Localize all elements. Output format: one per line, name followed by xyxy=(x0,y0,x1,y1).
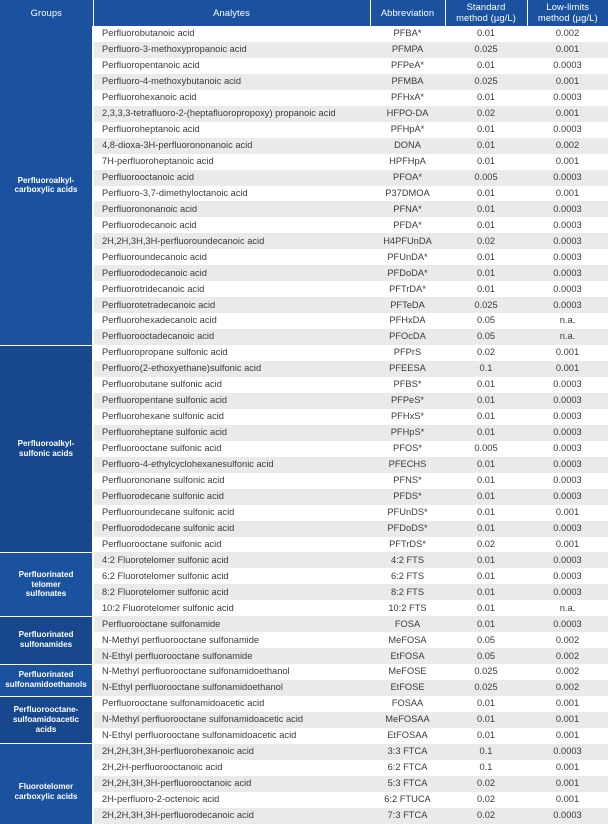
low-limits-method-value-cell: 0.0003 xyxy=(527,393,608,409)
standard-method-value-cell: 0.01 xyxy=(445,616,527,632)
column-header-abbreviation: Abbreviation xyxy=(370,0,445,26)
low-limits-method-value-cell: 0.001 xyxy=(527,106,608,122)
standard-method-value-cell: 0.01 xyxy=(445,568,527,584)
abbreviation-cell: EtFOSE xyxy=(370,680,445,696)
low-limits-method-value-cell: 0.002 xyxy=(527,648,608,664)
analyte-name-cell: Perfluoropropane sulfonic acid xyxy=(93,345,370,361)
standard-method-value-cell: 0.02 xyxy=(445,106,527,122)
analyte-name-cell: 2H,2H,3H,3H-perfluoroundecanoic acid xyxy=(93,233,370,249)
analyte-name-cell: Perfluoro-4-methoxybutanoic acid xyxy=(93,74,370,90)
low-limits-method-value-cell: 0.001 xyxy=(527,760,608,776)
column-header-low-limits-method xyxy=(527,0,608,26)
analyte-name-cell: 6:2 Fluorotelomer sulfonic acid xyxy=(93,568,370,584)
standard-method-value-cell: 0.01 xyxy=(445,281,527,297)
analyte-name-cell: 2H,2H-perfluorooctanoic acid xyxy=(93,760,370,776)
abbreviation-cell: DONA xyxy=(370,138,445,154)
low-limits-method-value-cell: 0.001 xyxy=(527,154,608,170)
low-limits-method-value-cell: 0.0003 xyxy=(527,744,608,760)
low-limits-method-value-cell: 0.0003 xyxy=(527,616,608,632)
analyte-name-cell: Perfluorononanoic acid xyxy=(93,201,370,217)
abbreviation-cell: PFOS* xyxy=(370,441,445,457)
low-limits-method-value-cell: 0.0003 xyxy=(527,281,608,297)
standard-method-value-cell: 0.02 xyxy=(445,537,527,553)
abbreviation-cell: PFMBA xyxy=(370,74,445,90)
low-limits-method-value-cell: 0.0003 xyxy=(527,409,608,425)
table-row xyxy=(0,26,608,42)
analyte-name-cell: Perfluorooctanoic acid xyxy=(93,170,370,186)
standard-method-line2: method (µg/L) xyxy=(456,12,516,23)
low-limits-method-value-cell: 0.0003 xyxy=(527,377,608,393)
group-label-line: Fluorotelomer xyxy=(18,782,74,792)
standard-method-value-cell: 0.005 xyxy=(445,170,527,186)
column-header-standard-method xyxy=(445,0,527,26)
table-row xyxy=(0,664,608,680)
low-limits-method-value-cell: 0.0003 xyxy=(527,489,608,505)
standard-method-value-cell: 0.02 xyxy=(445,345,527,361)
analyte-name-cell: Perfluorotridecanoic acid xyxy=(93,281,370,297)
group-label-line: carboxylic acids xyxy=(14,791,78,801)
low-limits-method-value-cell: 0.0003 xyxy=(527,90,608,106)
abbreviation-cell: MeFOSE xyxy=(370,664,445,680)
abbreviation-cell: PFNA* xyxy=(370,201,445,217)
table-header xyxy=(0,0,608,26)
standard-method-value-cell: 0.05 xyxy=(445,313,527,329)
analyte-name-cell: 2H,2H,3H,3H-perfluorohexanoic acid xyxy=(93,744,370,760)
standard-method-value-cell: 0.1 xyxy=(445,744,527,760)
table-row xyxy=(0,696,608,712)
abbreviation-cell: 3:3 FTCA xyxy=(370,744,445,760)
analyte-name-cell: Perfluorohexanoic acid xyxy=(93,90,370,106)
abbreviation-cell: PFNS* xyxy=(370,473,445,489)
analyte-name-cell: 2H,2H,3H,3H-perfluorooctanoic acid xyxy=(93,776,370,792)
standard-method-value-cell: 0.01 xyxy=(445,249,527,265)
abbreviation-cell: 5:3 FTCA xyxy=(370,776,445,792)
abbreviation-cell: MeFOSAA xyxy=(370,712,445,728)
analyte-name-cell: N-Methyl perfluorooctane sulfonamidoacetic acid xyxy=(93,712,370,728)
group-label-line: carboxylic acids xyxy=(14,185,78,195)
low-limits-method-value-cell: 0.002 xyxy=(527,664,608,680)
standard-method-value-cell: 0.01 xyxy=(445,489,527,505)
analyte-name-cell: 4,8-dioxa-3H-perfluorononanoic acid xyxy=(93,138,370,154)
standard-method-value-cell: 0.01 xyxy=(445,473,527,489)
analyte-name-cell: Perfluorooctane sulfonic acid xyxy=(93,441,370,457)
abbreviation-cell: PFPeS* xyxy=(370,393,445,409)
analyte-name-cell: Perfluoro(2-ethoxyethane)sulfonic acid xyxy=(93,361,370,377)
abbreviation-cell: PFDoDS* xyxy=(370,521,445,537)
standard-method-value-cell: 0.025 xyxy=(445,664,527,680)
low-limits-method-value-cell: 0.0003 xyxy=(527,521,608,537)
analyte-name-cell: Perfluoro-3-methoxypropanoic acid xyxy=(93,42,370,58)
standard-method-value-cell: 0.025 xyxy=(445,297,527,313)
low-limits-method-value-cell: 0.001 xyxy=(527,42,608,58)
analyte-name-cell: N-Methyl perfluorooctane sulfonamide xyxy=(93,632,370,648)
analyte-name-cell: Perfluorodecane sulfonic acid xyxy=(93,489,370,505)
low-limits-method-value-cell: 0.002 xyxy=(527,680,608,696)
abbreviation-cell: 6:2 FTUCA xyxy=(370,792,445,808)
standard-method-value-cell: 0.1 xyxy=(445,760,527,776)
analyte-name-cell: 2,3,3,3-tetrafluoro-2-(heptafluoropropoxy) propanoic acid xyxy=(93,106,370,122)
table-row xyxy=(0,552,608,568)
standard-method-value-cell: 0.01 xyxy=(445,505,527,521)
group-cell xyxy=(0,696,93,744)
analyte-name-cell: Perfluorooctane sulfonic acid xyxy=(93,537,370,553)
low-limits-method-value-cell: 0.001 xyxy=(527,696,608,712)
analyte-name-cell: N-Methyl perfluorooctane sulfonamidoethanol xyxy=(93,664,370,680)
low-limits-method-value-cell: 0.001 xyxy=(527,728,608,744)
standard-method-line1: Standard xyxy=(466,1,506,13)
abbreviation-cell: PFHxA* xyxy=(370,90,445,106)
abbreviation-cell: PFMPA xyxy=(370,42,445,58)
standard-method-value-cell: 0.01 xyxy=(445,696,527,712)
analyte-name-cell: Perfluorohexane sulfonic acid xyxy=(93,409,370,425)
group-label-line: Perfluorooctane- xyxy=(13,705,79,715)
analyte-name-cell: Perfluorooctane sulfonamide xyxy=(93,616,370,632)
table-row xyxy=(0,345,608,361)
analyte-name-cell: Perfluorodecanoic acid xyxy=(93,217,370,233)
standard-method-value-cell: 0.01 xyxy=(445,712,527,728)
group-cell xyxy=(0,664,93,696)
abbreviation-cell: 6:2 FTCA xyxy=(370,760,445,776)
low-limits-method-value-cell: 0.001 xyxy=(527,345,608,361)
group-label-line: Perfluoroalkyl- xyxy=(17,175,75,185)
low-limits-method-value-cell: 0.0003 xyxy=(527,201,608,217)
low-limits-method-value-cell: 0.0003 xyxy=(527,58,608,74)
standard-method-value-cell: 0.005 xyxy=(445,441,527,457)
table-row xyxy=(0,616,608,632)
group-cell xyxy=(0,744,93,824)
analyte-name-cell: Perfluorotetradecanoic acid xyxy=(93,297,370,313)
abbreviation-cell: 6:2 FTS xyxy=(370,568,445,584)
group-label-line: telomer xyxy=(31,579,61,589)
analyte-name-cell: Perfluoroundecanoic acid xyxy=(93,249,370,265)
standard-method-value-cell: 0.01 xyxy=(445,90,527,106)
low-limits-method-value-cell: 0.0003 xyxy=(527,265,608,281)
low-limits-method-value-cell: 0.001 xyxy=(527,776,608,792)
low-limits-method-value-cell: 0.0003 xyxy=(527,441,608,457)
low-limits-method-value-cell: 0.002 xyxy=(527,26,608,42)
low-limits-method-value-cell: 0.001 xyxy=(527,792,608,808)
standard-method-value-cell: 0.01 xyxy=(445,393,527,409)
analyte-name-cell: N-Ethyl perfluorooctane sulfonamidoethanol xyxy=(93,680,370,696)
standard-method-value-cell: 0.01 xyxy=(445,457,527,473)
abbreviation-cell: PFHxS* xyxy=(370,409,445,425)
abbreviation-cell: PFHxDA xyxy=(370,313,445,329)
low-limits-method-line1: Low-limits xyxy=(546,1,590,13)
low-limits-method-value-cell: 0.001 xyxy=(527,537,608,553)
analyte-name-cell: Perfluorododecane sulfonic acid xyxy=(93,521,370,537)
standard-method-value-cell: 0.01 xyxy=(445,728,527,744)
low-limits-method-value-cell: 0.0003 xyxy=(527,249,608,265)
analyte-name-cell: 7H-perfluoroheptanoic acid xyxy=(93,154,370,170)
analyte-name-cell: 10:2 Fluorotelomer sulfonic acid xyxy=(93,600,370,616)
group-label-line: sulfonamidoethanols xyxy=(5,680,87,690)
abbreviation-cell: EtFOSAA xyxy=(370,728,445,744)
abbreviation-cell: 8:2 FTS xyxy=(370,584,445,600)
analyte-name-cell: Perfluoropentane sulfonic acid xyxy=(93,393,370,409)
analyte-name-cell: Perfluorooctadecanoic acid xyxy=(93,329,370,345)
group-label-line: Perfluorinated xyxy=(18,569,74,579)
standard-method-value-cell: 0.025 xyxy=(445,74,527,90)
low-limits-method-value-cell: 0.001 xyxy=(527,505,608,521)
abbreviation-cell: PFUnDS* xyxy=(370,505,445,521)
abbreviation-cell: PFDA* xyxy=(370,217,445,233)
low-limits-method-value-cell: 0.0003 xyxy=(527,552,608,568)
standard-method-value-cell: 0.01 xyxy=(445,154,527,170)
abbreviation-cell: PFPrS xyxy=(370,345,445,361)
abbreviation-cell: 7:3 FTCA xyxy=(370,808,445,824)
analyte-name-cell: Perfluoro-3,7-dimethyloctanoic acid xyxy=(93,186,370,202)
group-label-line: sulfonamides xyxy=(19,640,73,650)
standard-method-value-cell: 0.1 xyxy=(445,361,527,377)
analyte-name-cell: 2H,2H,3H,3H-perfluorodecanoic acid xyxy=(93,808,370,824)
abbreviation-cell: 10:2 FTS xyxy=(370,600,445,616)
standard-method-value-cell: 0.02 xyxy=(445,808,527,824)
abbreviation-cell: FOSA xyxy=(370,616,445,632)
analyte-name-cell: N-Ethyl perfluorooctane sulfonamide xyxy=(93,648,370,664)
standard-method-value-cell: 0.01 xyxy=(445,377,527,393)
group-cell xyxy=(0,26,93,345)
column-header-analytes: Analytes xyxy=(93,0,370,26)
group-cell xyxy=(0,345,93,552)
low-limits-method-value-cell: 0.0003 xyxy=(527,233,608,249)
standard-method-value-cell: 0.01 xyxy=(445,425,527,441)
standard-method-value-cell: 0.01 xyxy=(445,600,527,616)
low-limits-method-value-cell: 0.0003 xyxy=(527,297,608,313)
abbreviation-cell: HFPO-DA xyxy=(370,106,445,122)
group-label-line: acids xyxy=(35,724,57,734)
low-limits-method-value-cell: n.a. xyxy=(527,313,608,329)
low-limits-method-value-cell: 0.0003 xyxy=(527,217,608,233)
abbreviation-cell: H4PFUnDA xyxy=(370,233,445,249)
analyte-name-cell: Perfluoropentanoic acid xyxy=(93,58,370,74)
low-limits-method-value-cell: 0.001 xyxy=(527,361,608,377)
low-limits-method-value-cell: 0.0003 xyxy=(527,425,608,441)
low-limits-method-line2: method (µg/L) xyxy=(537,12,598,23)
analyte-name-cell: Perfluorohexadecanoic acid xyxy=(93,313,370,329)
standard-method-value-cell: 0.025 xyxy=(445,42,527,58)
column-header-groups: Groups xyxy=(0,0,93,26)
group-cell xyxy=(0,616,93,664)
table-row xyxy=(0,744,608,760)
abbreviation-cell: PFDS* xyxy=(370,489,445,505)
analyte-name-cell: 8:2 Fluorotelomer sulfonic acid xyxy=(93,584,370,600)
analyte-name-cell: Perfluoro-4-ethylcyclohexanesulfonic acid xyxy=(93,457,370,473)
standard-method-value-cell: 0.01 xyxy=(445,584,527,600)
abbreviation-cell: PFUnDA* xyxy=(370,249,445,265)
standard-method-value-cell: 0.01 xyxy=(445,409,527,425)
abbreviation-cell: 4:2 FTS xyxy=(370,552,445,568)
low-limits-method-value-cell: 0.0003 xyxy=(527,568,608,584)
abbreviation-cell: PFHpA* xyxy=(370,122,445,138)
low-limits-method-value-cell: 0.001 xyxy=(527,74,608,90)
standard-method-value-cell: 0.01 xyxy=(445,26,527,42)
analyte-name-cell: Perfluorooctane sulfonamidoacetic acid xyxy=(93,696,370,712)
abbreviation-cell: PFBS* xyxy=(370,377,445,393)
group-label-line: Perfluorinated xyxy=(18,630,74,640)
group-label-line: sulfonates xyxy=(25,589,67,599)
abbreviation-cell: PFBA* xyxy=(370,26,445,42)
group-label-line: sulfoamidoacetic xyxy=(12,715,80,725)
abbreviation-cell: PFDoDA* xyxy=(370,265,445,281)
low-limits-method-value-cell: 0.0003 xyxy=(527,584,608,600)
low-limits-method-value-cell: 0.002 xyxy=(527,632,608,648)
standard-method-value-cell: 0.01 xyxy=(445,122,527,138)
standard-method-value-cell: 0.01 xyxy=(445,201,527,217)
standard-method-value-cell: 0.02 xyxy=(445,233,527,249)
analyte-name-cell: Perfluorobutanoic acid xyxy=(93,26,370,42)
abbreviation-cell: HPFHpA xyxy=(370,154,445,170)
standard-method-value-cell: 0.05 xyxy=(445,648,527,664)
low-limits-method-value-cell: 0.0003 xyxy=(527,808,608,824)
standard-method-value-cell: 0.01 xyxy=(445,265,527,281)
standard-method-value-cell: 0.01 xyxy=(445,186,527,202)
analyte-name-cell: Perfluorobutane sulfonic acid xyxy=(93,377,370,393)
standard-method-value-cell: 0.01 xyxy=(445,521,527,537)
low-limits-method-value-cell: 0.0003 xyxy=(527,122,608,138)
standard-method-value-cell: 0.01 xyxy=(445,58,527,74)
abbreviation-cell: P37DMOA xyxy=(370,186,445,202)
standard-method-value-cell: 0.05 xyxy=(445,329,527,345)
analyte-name-cell: Perfluorododecanoic acid xyxy=(93,265,370,281)
abbreviation-cell: PFTrDA* xyxy=(370,281,445,297)
abbreviation-cell: MeFOSA xyxy=(370,632,445,648)
abbreviation-cell: PFHpS* xyxy=(370,425,445,441)
abbreviation-cell: EtFOSA xyxy=(370,648,445,664)
group-label-line: sulfonic acids xyxy=(19,448,73,458)
low-limits-method-value-cell: 0.0003 xyxy=(527,457,608,473)
table-body xyxy=(0,26,608,824)
standard-method-value-cell: 0.01 xyxy=(445,217,527,233)
standard-method-value-cell: 0.01 xyxy=(445,138,527,154)
group-label-line: Perfluoroalkyl- xyxy=(17,439,75,449)
abbreviation-cell: PFPeA* xyxy=(370,58,445,74)
analyte-name-cell: Perfluoroheptanoic acid xyxy=(93,122,370,138)
abbreviation-cell: PFOA* xyxy=(370,170,445,186)
analyte-name-cell: Perfluoroundecane sulfonic acid xyxy=(93,505,370,521)
abbreviation-cell: PFOcDA xyxy=(370,329,445,345)
standard-method-value-cell: 0.05 xyxy=(445,632,527,648)
group-label-line: Perfluorinated xyxy=(18,670,74,680)
abbreviation-cell: PFTeDA xyxy=(370,297,445,313)
abbreviation-cell: PFTrDS* xyxy=(370,537,445,553)
standard-method-value-cell: 0.02 xyxy=(445,776,527,792)
standard-method-value-cell: 0.01 xyxy=(445,552,527,568)
low-limits-method-value-cell: n.a. xyxy=(527,600,608,616)
group-cell xyxy=(0,552,93,616)
analyte-name-cell: 2H-perfluoro-2-octenoic acid xyxy=(93,792,370,808)
header-row xyxy=(0,0,608,26)
standard-method-value-cell: 0.025 xyxy=(445,680,527,696)
low-limits-method-value-cell: n.a. xyxy=(527,329,608,345)
analyte-name-cell: N-Ethyl perfluorooctane sulfonamidoacetic acid xyxy=(93,728,370,744)
standard-method-value-cell: 0.02 xyxy=(445,792,527,808)
abbreviation-cell: PFEESA xyxy=(370,361,445,377)
low-limits-method-value-cell: 0.0003 xyxy=(527,170,608,186)
low-limits-method-value-cell: 0.002 xyxy=(527,138,608,154)
abbreviation-cell: PFECHS xyxy=(370,457,445,473)
low-limits-method-value-cell: 0.001 xyxy=(527,712,608,728)
abbreviation-cell: FOSAA xyxy=(370,696,445,712)
low-limits-method-value-cell: 0.001 xyxy=(527,186,608,202)
analyte-name-cell: 4:2 Fluorotelomer sulfonic acid xyxy=(93,552,370,568)
low-limits-method-value-cell: 0.0003 xyxy=(527,473,608,489)
analyte-name-cell: Perfluoroheptane sulfonic acid xyxy=(93,425,370,441)
analyte-name-cell: Perfluorononane sulfonic acid xyxy=(93,473,370,489)
